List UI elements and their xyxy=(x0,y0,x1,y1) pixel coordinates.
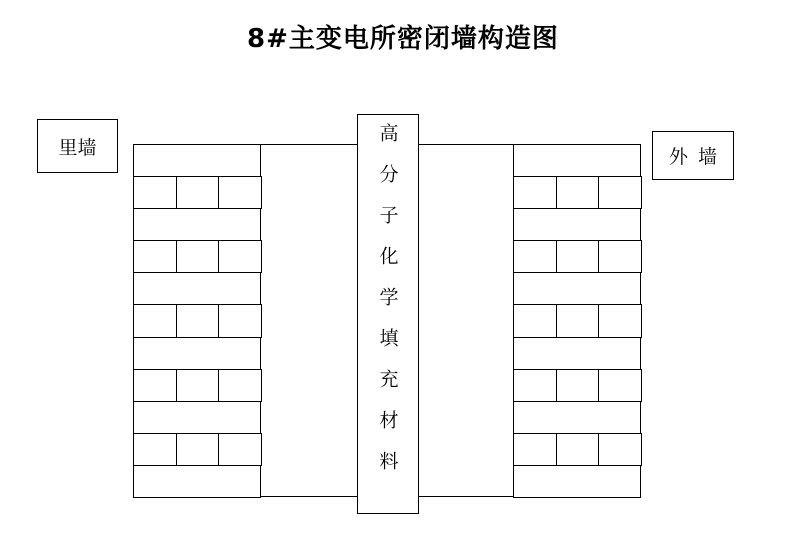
fill-material-label: 高分子化学填充材料 xyxy=(376,123,399,492)
brick-half xyxy=(133,304,177,338)
brick-half xyxy=(218,176,262,209)
brick-full xyxy=(513,401,641,434)
brick-half xyxy=(218,240,262,273)
brick-half xyxy=(513,304,557,338)
brick-half xyxy=(176,304,219,338)
inner-wall-label: 里墙 xyxy=(37,119,118,173)
brick-half xyxy=(598,240,642,273)
brick-half xyxy=(133,240,177,273)
brick-full xyxy=(133,337,261,370)
brick-full xyxy=(133,401,261,434)
brick-half xyxy=(176,176,219,209)
brick-half xyxy=(556,176,599,209)
brick-half xyxy=(513,369,557,402)
brick-full xyxy=(513,465,641,498)
inner-brick-wall xyxy=(133,144,261,497)
brick-full xyxy=(513,208,641,241)
brick-half xyxy=(133,176,177,209)
brick-half xyxy=(218,369,262,402)
bottom-connector-left xyxy=(260,496,357,497)
brick-half xyxy=(218,304,262,338)
brick-half xyxy=(598,176,642,209)
fill-material-column xyxy=(357,114,419,514)
brick-half xyxy=(176,240,219,273)
brick-half xyxy=(513,433,557,466)
diagram-title: 8#主变电所密闭墙构造图 xyxy=(247,24,559,54)
brick-full xyxy=(513,337,641,370)
brick-full xyxy=(133,144,261,177)
bottom-connector-right xyxy=(419,496,514,497)
top-connector-right xyxy=(419,144,514,145)
brick-half xyxy=(513,176,557,209)
brick-half xyxy=(218,433,262,466)
outer-brick-wall xyxy=(513,144,641,497)
brick-half xyxy=(133,369,177,402)
brick-half xyxy=(556,304,599,338)
brick-half xyxy=(556,240,599,273)
brick-half xyxy=(133,433,177,466)
brick-full xyxy=(133,465,261,498)
top-connector-left xyxy=(260,144,357,145)
outer-wall-label: 外墙 xyxy=(652,131,734,180)
brick-full xyxy=(133,208,261,241)
brick-half xyxy=(176,369,219,402)
brick-half xyxy=(598,433,642,466)
brick-full xyxy=(513,144,641,177)
brick-full xyxy=(133,272,261,305)
brick-half xyxy=(556,369,599,402)
brick-full xyxy=(513,272,641,305)
brick-half xyxy=(598,304,642,338)
brick-half xyxy=(513,240,557,273)
brick-half xyxy=(556,433,599,466)
brick-half xyxy=(176,433,219,466)
brick-half xyxy=(598,369,642,402)
